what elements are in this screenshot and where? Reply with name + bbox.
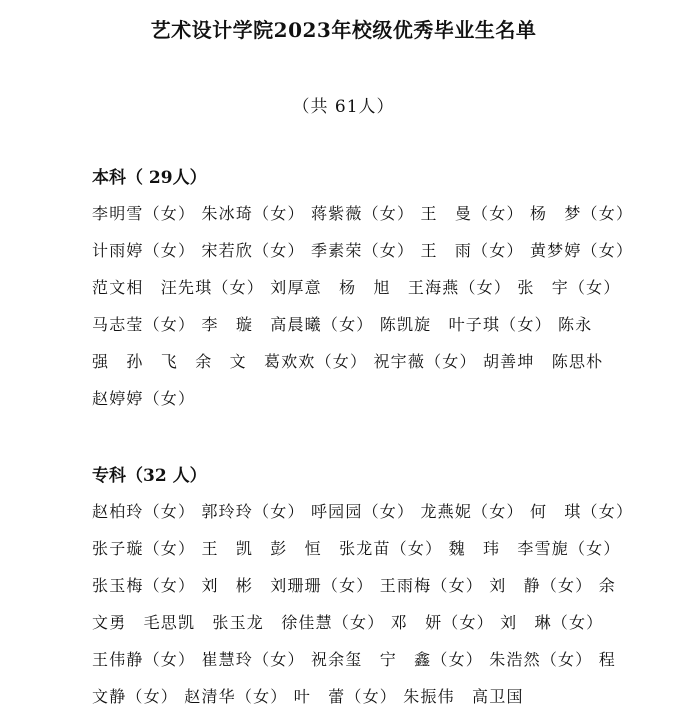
name-list-line: 张玉梅（女） 刘 彬 刘珊珊（女） 王雨梅（女） 刘 静（女） 余 — [92, 576, 616, 595]
page-title: 艺术设计学院2023年校级优秀毕业生名单 — [150, 18, 537, 42]
section-heading-college: 专科（32 人） — [92, 466, 207, 486]
name-list-line: 文静（女） 赵清华（女） 叶 蕾（女） 朱振伟 高卫国 — [92, 687, 524, 706]
name-list-line: 强 孙 飞 余 文 葛欢欢（女） 祝宇薇（女） 胡善坤 陈思朴 — [92, 352, 604, 371]
name-list-line: 赵柏玲（女） 郭玲玲（女） 呼园园（女） 龙燕妮（女） 何 琪（女） — [92, 502, 634, 521]
name-list-line: 计雨婷（女） 宋若欣（女） 季素荣（女） 王 雨（女） 黄梦婷（女） — [92, 241, 634, 260]
name-list-line: 赵婷婷（女） — [92, 389, 196, 408]
name-list-line: 李明雪（女） 朱冰琦（女） 蒋紫薇（女） 王 曼（女） 杨 梦（女） — [92, 204, 634, 223]
name-list-line: 范文相 汪先琪（女） 刘厚意 杨 旭 王海燕（女） 张 宇（女） — [92, 278, 621, 297]
name-list-line: 张子璇（女） 王 凯 彭 恒 张龙苗（女） 魏 玮 李雪旎（女） — [92, 539, 621, 558]
name-list-line: 马志莹（女） 李 璇 高晨曦（女） 陈凯旋 叶子琪（女） 陈永 — [92, 315, 593, 334]
section-undergraduate — [92, 167, 634, 425]
name-list-line: 文勇 毛思凯 张玉龙 徐佳慧（女） 邓 妍（女） 刘 琳（女） — [92, 613, 604, 632]
section-college — [92, 465, 634, 723]
total-count: （共 61人） — [292, 97, 395, 117]
name-list-line: 王伟静（女） 崔慧玲（女） 祝余玺 宁 鑫（女） 朱浩然（女） 程 — [92, 650, 616, 669]
section-heading-undergraduate: 本科（ 29人） — [92, 168, 207, 188]
